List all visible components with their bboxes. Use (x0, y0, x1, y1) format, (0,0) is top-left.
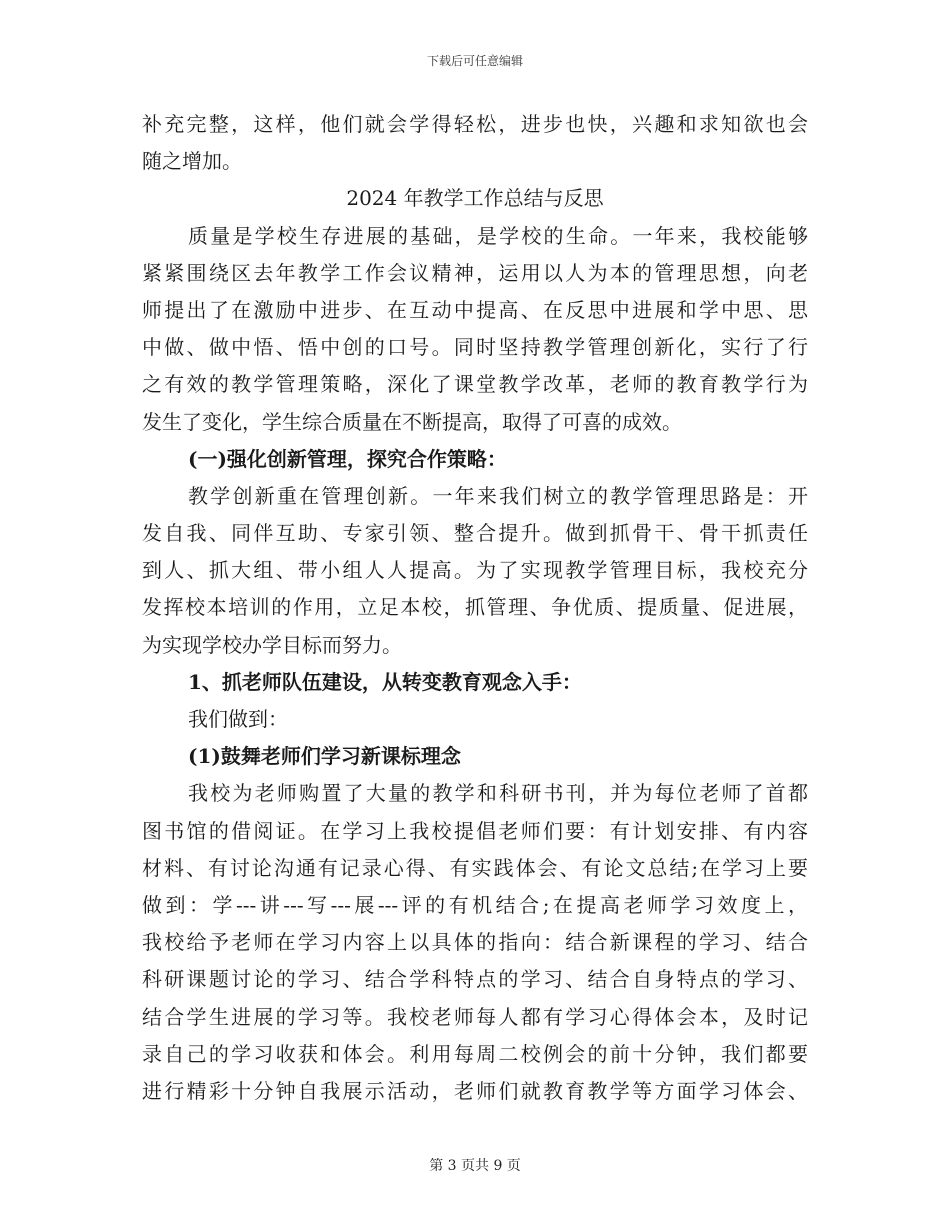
page-footer: 第 3 页共 9 页 (429, 1158, 521, 1174)
paragraph-line: 为实现学校办学目标而努力。 (142, 632, 402, 657)
paragraph-line: 我们做到： (188, 707, 288, 731)
paragraph-line: 做到：学---讲---写---展---评的有机结合;在提高老师学习效度上， (142, 892, 808, 917)
subsection-heading: (1)鼓舞老师们学习新课标理念 (188, 744, 461, 769)
paragraph-line: 发自我、同伴互助、专家引领、整合提升。做到抓骨干、骨干抓责任 (142, 521, 808, 546)
paragraph-line: 补充完整，这样，他们就会学得轻松，进步也快，兴趣和求知欲也会 (142, 112, 808, 136)
paragraph-line: 我校为老师购置了大量的教学和科研书刊，并为每位老师了首都 (188, 781, 808, 806)
paragraph-line: 随之增加。 (142, 149, 242, 174)
paragraph-line: 师提出了在激励中进步、在互动中提高、在反思中进展和学中思、思 (142, 297, 808, 322)
page-header: 下载后可任意编辑 (426, 54, 523, 68)
paragraph-line: 图书馆的借阅证。在学习上我校提倡老师们要：有计划安排、有内容 (142, 818, 808, 843)
paragraph-line: 发生了变化，学生综合质量在不断提高，取得了可喜的成效。 (142, 409, 682, 434)
paragraph-line: 进行精彩十分钟自我展示活动，老师们就教育教学等方面学习体会、 (142, 1078, 808, 1103)
paragraph-line: 发挥校本培训的作用，立足本校，抓管理、争优质、提质量、促进展， (142, 595, 808, 620)
paragraph-line: 之有效的教学管理策略，深化了课堂教学改革，老师的教育教学行为 (142, 372, 808, 397)
paragraph-line: 科研课题讨论的学习、结合学科特点的学习、结合自身特点的学习、 (142, 967, 808, 992)
paragraph-line: 我校给予老师在学习内容上以具体的指向：结合新课程的学习、结合 (142, 930, 808, 955)
document-body (142, 106, 808, 1110)
document-title: 2024 年教学工作总结与反思 (346, 186, 604, 211)
paragraph-line: 到人、抓大组、带小组人人提高。为了实现教学管理目标，我校充分 (142, 558, 808, 583)
paragraph-line: 中做、做中悟、悟中创的口号。同时坚持教学管理创新化，实行了行 (142, 335, 808, 360)
paragraph-line: 材料、有讨论沟通有记录心得、有实践体会、有论文总结;在学习上要 (142, 855, 808, 880)
paragraph-line: 录自己的学习收获和体会。利用每周二校例会的前十分钟，我们都要 (142, 1041, 808, 1066)
paragraph-line: 紧紧围绕区去年教学工作会议精神，运用以人为本的管理思想，向老 (142, 260, 808, 285)
subsection-heading: 1、抓老师队伍建设，从转变教育观念入手： (188, 669, 582, 694)
paragraph-line: 质量是学校生存进展的基础，是学校的生命。一年来，我校能够 (188, 223, 808, 248)
paragraph-line: 教学创新重在管理创新。一年来我们树立的教学管理思路是：开 (188, 483, 808, 508)
section-heading: (一)强化创新管理，探究合作策略： (188, 446, 507, 471)
paragraph-line: 结合学生进展的学习等。我校老师每人都有学习心得体会本，及时记 (142, 1004, 808, 1029)
